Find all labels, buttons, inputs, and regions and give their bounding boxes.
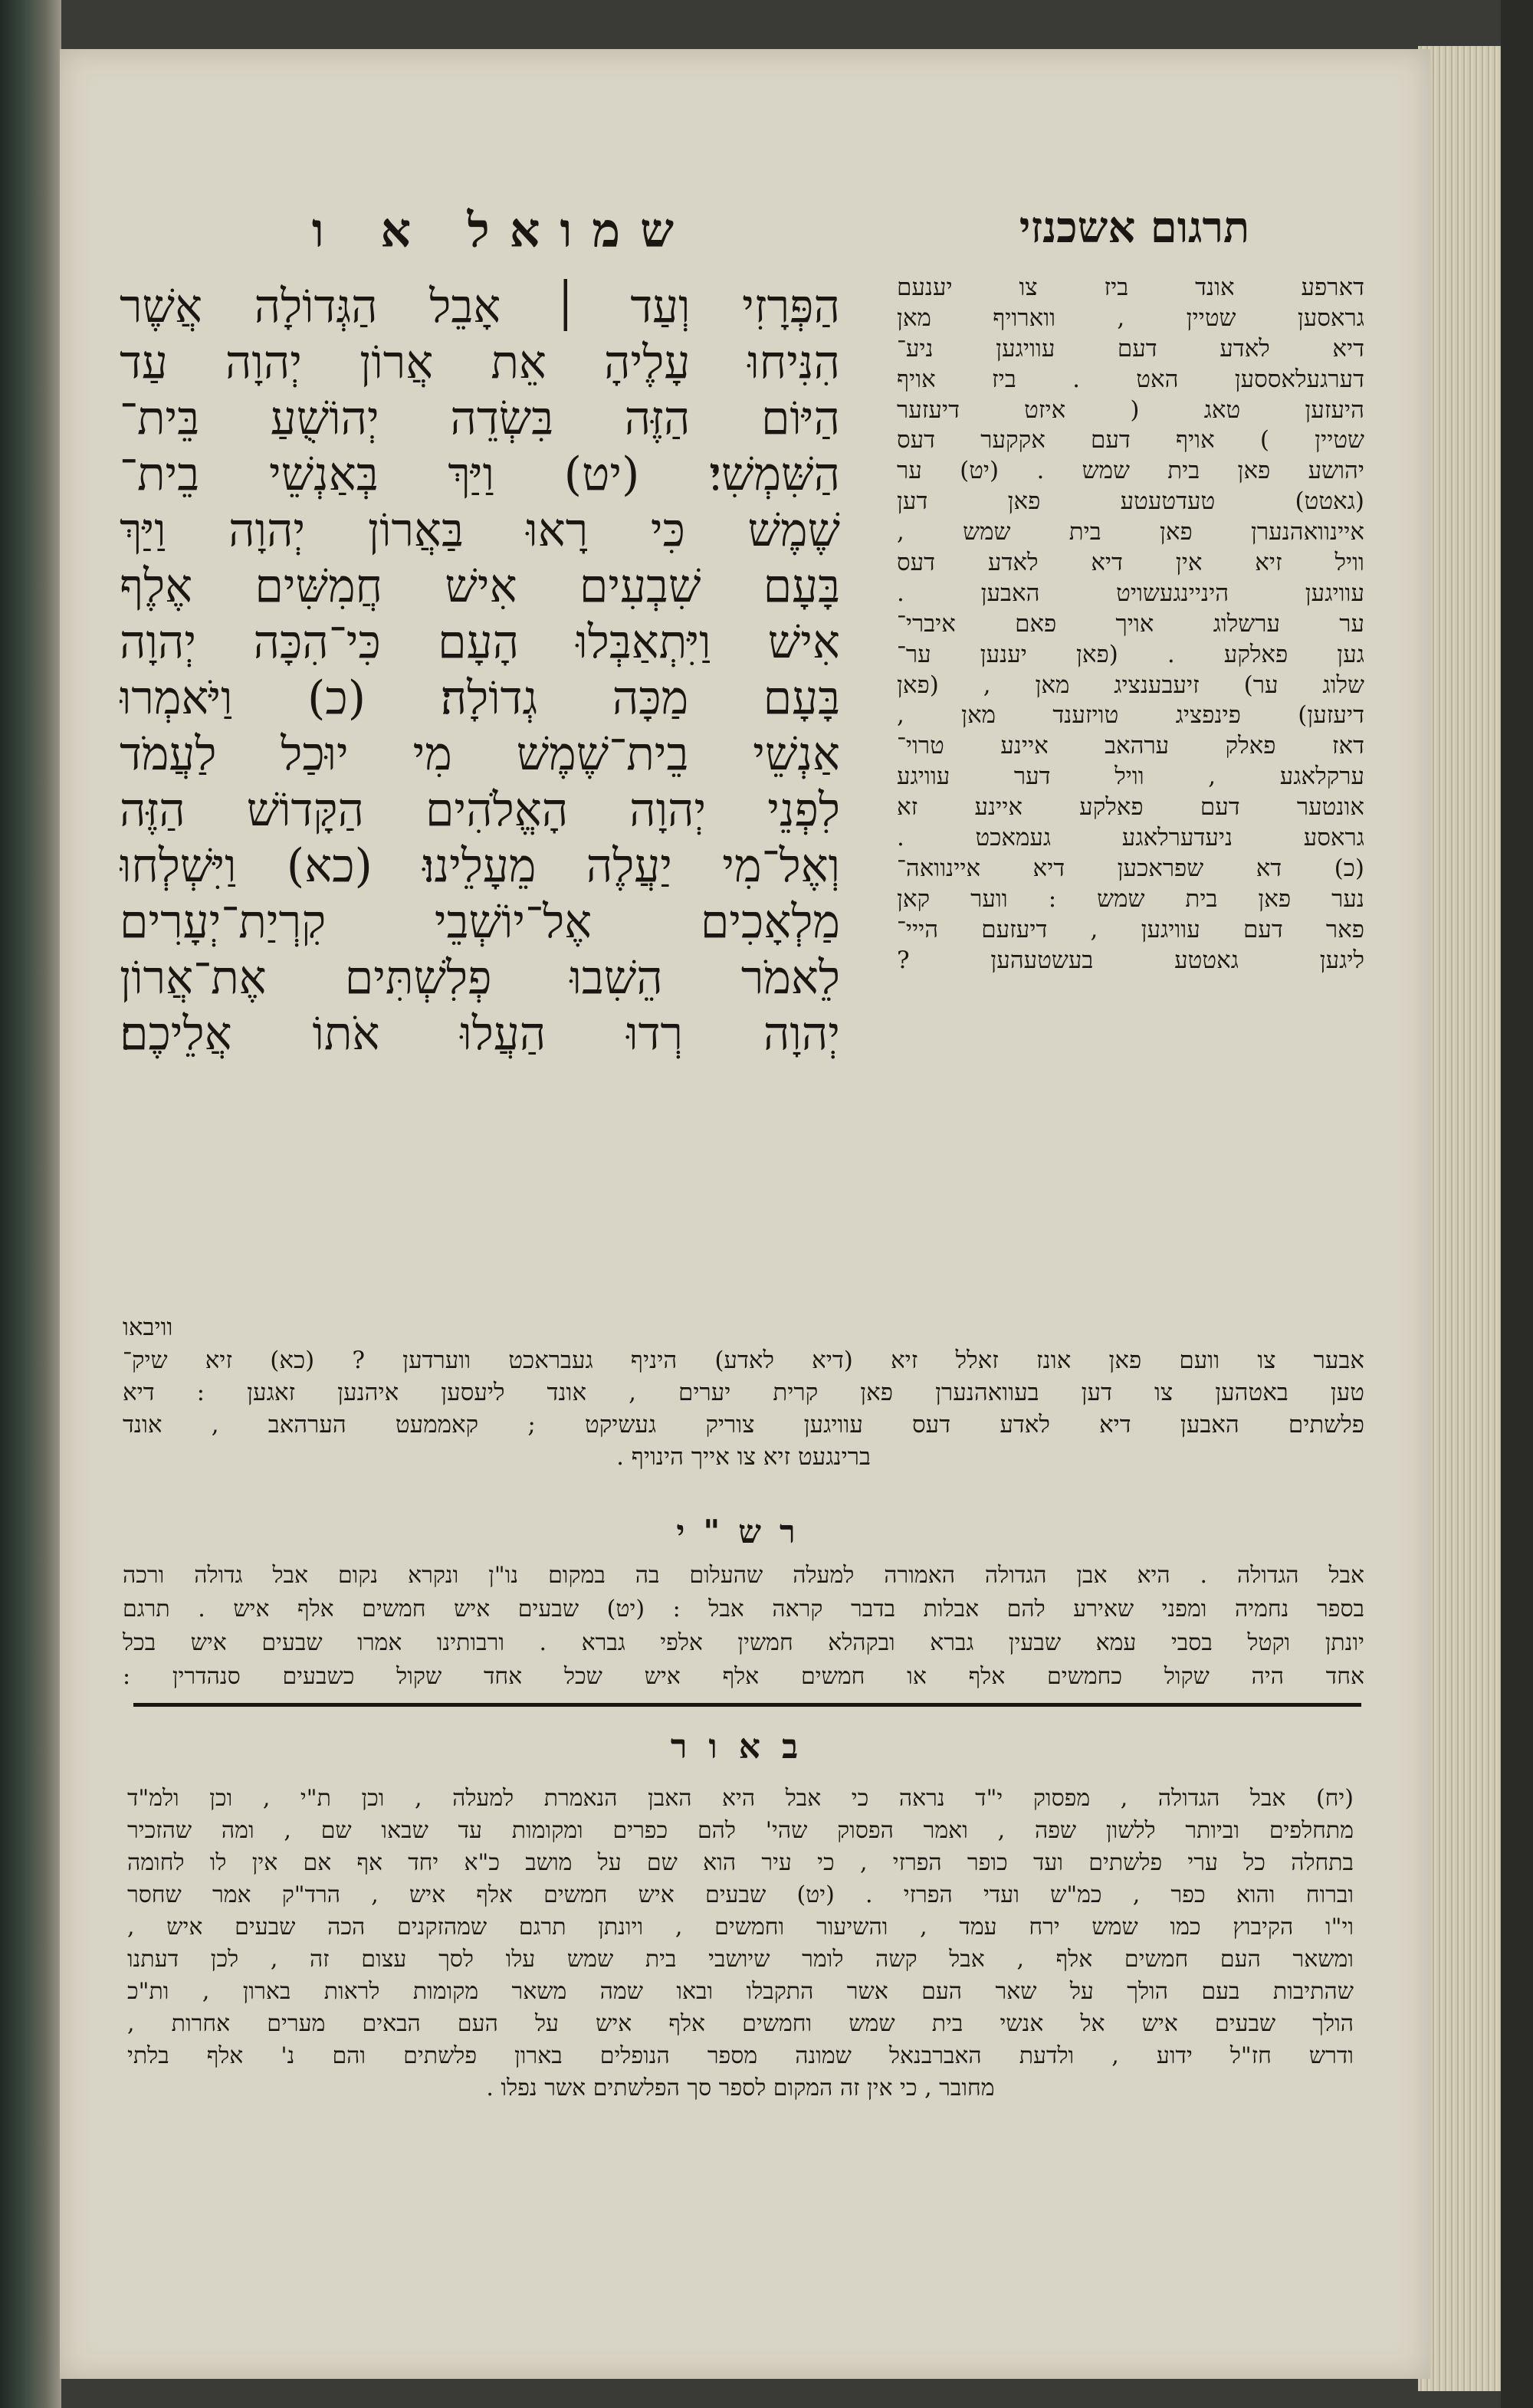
translation-line: דארפע אונד ביז צו יענעם xyxy=(897,274,1364,301)
translation-line: ער ערשלוג אויך פאם איברי־ xyxy=(897,609,1364,638)
translation-line: יהושע פאן בית שמש . (יט) ער xyxy=(897,457,1364,485)
translation-line: היעזען טאג ( איזט דיעזער xyxy=(897,395,1364,424)
biur-heading: באור xyxy=(670,1727,820,1767)
main-text-line: יְהוָה רְדוּ הַעֲלוּ אֹתוֹ אֲלֵיכֶם׃ xyxy=(120,1007,840,1061)
biur-line: שהתיבות בעם הולך על שאר העם אשר התקבלו ובאו שמה משאר מקומות לראות בארון , ות"כ xyxy=(127,1978,1354,2005)
translation-line: נער פאן בית שמש : ווער קאן xyxy=(897,884,1364,913)
biur-line: מתחלפים וביותר ללשון שפה , ואמר הפסוק שהי' להם כפרים ומקומות עד שבאו שם , ומה שהזכיר xyxy=(127,1817,1354,1844)
translation-continuation xyxy=(123,1314,1364,1473)
book-page xyxy=(60,49,1430,2379)
previous-page-edge xyxy=(0,0,61,2408)
main-text-line: אִישׁ וַיִּתְאַבְּלוּ הָעָם כִּי־הִכָּה יְהוָה xyxy=(120,615,840,669)
biur-line: ודרש חז"ל ידוע , ולדעת האברבנאל שמונה מספר הנופלים בארון פלשתים והם נ' אלף בלתי xyxy=(127,2042,1354,2069)
main-text-line: לֵאמֹר הֵשִׁבוּ פְלִשְׁתִּים אֶת־אֲרוֹן xyxy=(120,951,840,1005)
rashi-line: בספר נחמיה ומפני שאירע להם אבלות בדבר קראה אבל : (יט) שבעים איש חמשים אלף איש . תרגם xyxy=(123,1596,1364,1622)
main-text-line: וְאֶל־מִי יַעֲלֶה מֵעָלֵינוּ׃ (כא) וַיִּשְׁלְחוּ xyxy=(120,839,840,893)
main-text-line: בָּעָם מַכָּה גְדוֹלָה׃ (כ) וַיֹּאמְרוּ xyxy=(120,671,840,725)
running-header-book: שמואל א ו xyxy=(311,202,694,258)
translation-cont-line: פלשתים האבען דיא לאדע דעס עוויגען צוריק געשיקט ; קאממעט הערהאב , אונד xyxy=(123,1411,1364,1439)
book-cover-edge xyxy=(1501,0,1533,2408)
main-text-line: הַפְּרָזִי וְעַד ׀ אָבֵל הַגְּדוֹלָה אֲשֶׁר xyxy=(120,280,840,333)
hebrew-main-text xyxy=(120,279,840,1062)
translation-line: אונטער דעם פאלקע איינע זא xyxy=(897,793,1364,822)
catchword: וויבאו xyxy=(123,1314,173,1341)
translation-line: שטיין ) אויף דעם אקקער דעס xyxy=(897,426,1364,454)
main-text-line: הִנִּיחוּ עָלֶיהָ אֵת אֲרוֹן יְהוָה עַד xyxy=(120,336,840,389)
biur-line: בתחלה כל ערי פלשתים ועד כופר הפרזי , כי עיר הוא שם על מושב כ"א יחד אף אם אין לו לחומה xyxy=(127,1849,1354,1876)
translation-line: גען פאלקע . (פאן יענען ער־ xyxy=(897,640,1364,668)
translation-cont-line: טען באטהען צו דען בעוואהנערן פאן קרית יערים , אונד ליעסען איהנען זאגען : דיא xyxy=(123,1379,1364,1406)
biur-line: ומשאר העם חמשים אלף , אבל קשה לומר שיושבי בית שמש עלו לסך עצום זה , לכן דעתנו xyxy=(127,1946,1354,1973)
translation-line: שלוג ער) זיעבענציג מאן , (פאן xyxy=(897,671,1364,699)
section-divider-rule xyxy=(133,1703,1361,1707)
translation-line: דערגעלאססען האט . ביז אויף xyxy=(897,365,1364,393)
rashi-heading: רש"י xyxy=(676,1513,814,1550)
translation-line: פאר דעם עוויגען , דיעזעם הייי־ xyxy=(897,915,1364,943)
biur-line: הולך שבעים איש אל אנשי בית שמש וחמשים אלף איש על העם הבאים מערים אחרות , xyxy=(127,2010,1354,2037)
translation-line: דאז פאלק ערהאב איינע טרוי־ xyxy=(897,732,1364,760)
biur-commentary xyxy=(127,1783,1354,2105)
biur-line: וי"ו הקיבוץ כמו שמש ירח עמד , והשיעור וחמשים , ויונתן תרגם שמהזקנים הכה שבעים איש , xyxy=(127,1914,1354,1941)
translation-line: דיעזען) פינפציג טויזענד מאן , xyxy=(897,701,1364,730)
main-text-line: אַנְשֵׁי בֵית־שֶׁמֶשׁ מִי יוּכַל לַעֲמֹד xyxy=(120,727,840,781)
translation-line: גראסען שטיין , ווארויף מאן xyxy=(897,303,1364,332)
translation-line: ליגען גאטטע בעשטעהען ? xyxy=(897,946,1364,974)
translation-line: גראסע ניעדערלאגע געמאכט . xyxy=(897,824,1364,852)
translation-line: וויל זיא אין דיא לאדע דעס xyxy=(897,549,1364,577)
rashi-line: אבל הגדולה . היא אבן הגדולה האמורה למעלה שהעלום בה במקום נו"ן ונקרא נקום אבל גדולה ורכה xyxy=(123,1562,1364,1589)
translation-line: עוויגען היניינגעשויט האבען . xyxy=(897,579,1364,607)
main-text-line: הַשִּׁמְשִׁי׃ (יט) וַיַּךְ בְּאַנְשֵׁי בֵית־ xyxy=(120,448,840,501)
translation-cont-line: ברינגעט זיא צו אייך הינויף . xyxy=(616,1443,871,1471)
translation-line: דיא לאדע דעם עוויגען ניע־ xyxy=(897,334,1364,363)
main-text-line: שֶׁמֶשׁ כִּי רָאוּ בַּאֲרוֹן יְהוָה וַיַּךְ xyxy=(120,504,840,557)
main-text-line: מַלְאָכִים אֶל־יוֹשְׁבֵי קִרְיַת־יְעָרִים xyxy=(120,895,840,949)
translation-line: ערקלאגע , וויל דער עוויגע xyxy=(897,763,1364,791)
running-header-translation: תרגום אשכנזי xyxy=(1019,202,1250,253)
translation-line: (גאטט) טעדטעטע פאן דען xyxy=(897,487,1364,516)
biur-line: וברוח והוא כפר , כמ"ש ועדי הפרזי . (יט) שבעים איש חמשים אלף איש , הרד"ק אמר שחסר xyxy=(127,1881,1354,1908)
translation-line: (כ) דא שפראכען דיא איינוואה־ xyxy=(897,854,1364,882)
rashi-line: אחד היה שקול כחמשים אלף או חמשים אלף איש שכל אחד שקול כשבעים סנהדרין : xyxy=(123,1663,1364,1690)
translation-cont-line: אבער צו וועם פאן אונז זאלל זיא (דיא לאדע) היניף געבראכט ווערדען ? (כא) זיא שיק־ xyxy=(123,1347,1364,1374)
translation-column xyxy=(897,273,1364,976)
page-content xyxy=(60,49,1430,2379)
rashi-line: יונתן וקטל בסבי עמא שבעין גברא ובקהלא חמשין אלפי גברא . ורבותינו אמרו שבעים איש בכל xyxy=(123,1629,1364,1656)
biur-line: מחובר , כי אין זה המקום לספר סך הפלשתים אשר נפלו . xyxy=(486,2075,995,2101)
rashi-commentary xyxy=(123,1559,1364,1694)
biur-line: (יח) אבל הגדולה , מפסוק י"ד נראה כי אבל היא האבן הנאמרת למעלה , וכן ת"י , וכן ולמ"ד xyxy=(127,1785,1354,1812)
main-text-line: בָּעָם שִׁבְעִים אִישׁ חֲמִשִּׁים אֶלֶף xyxy=(120,559,840,613)
translation-line: איינוואהנערן פאן בית שמש , xyxy=(897,518,1364,546)
main-text-line: הַיּוֹם הַזֶּה בִּשְׂדֵה יְהוֹשֻׁעַ בֵּית־ xyxy=(120,392,840,445)
page-fore-edge xyxy=(1418,46,1502,2391)
main-text-line: לִפְנֵי יְהוָה הָאֱלֹהִים הַקָּדוֹשׁ הַזֶּה xyxy=(120,783,840,837)
